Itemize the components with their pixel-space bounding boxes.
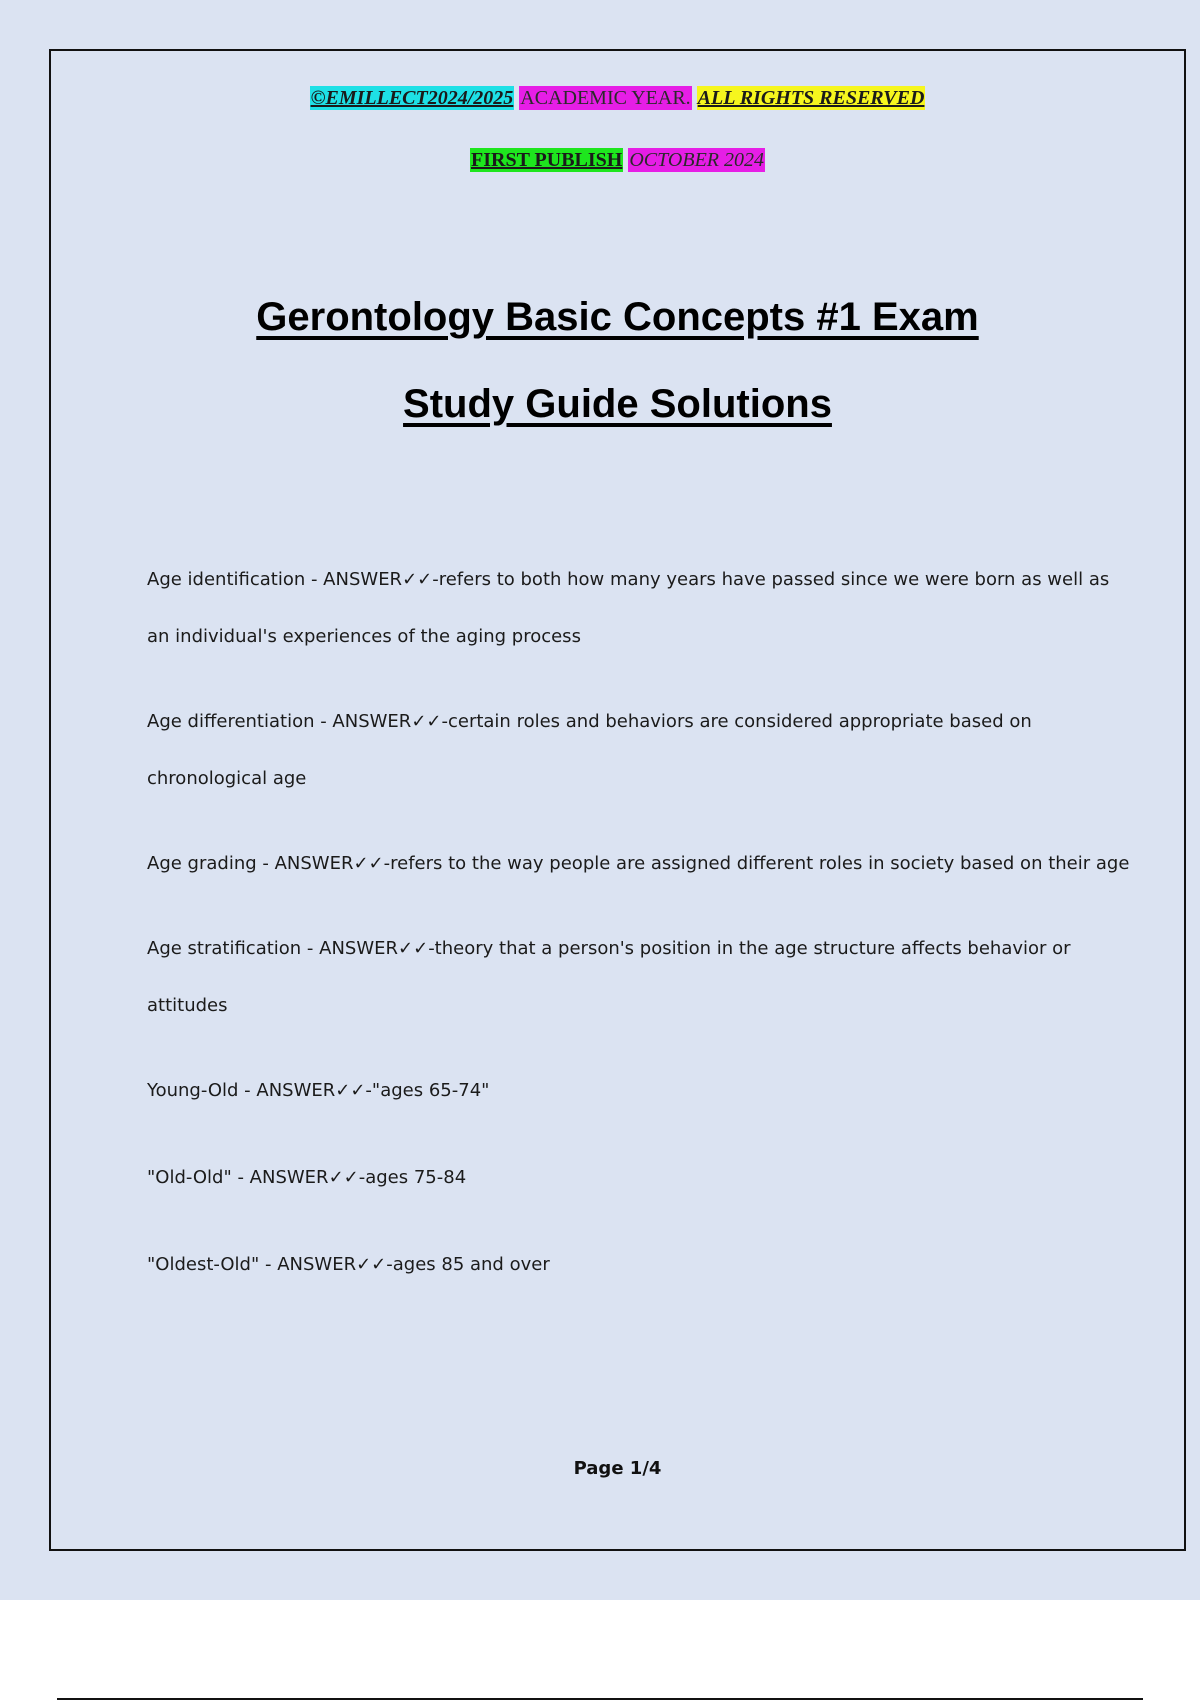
publish-header [51, 149, 1184, 172]
qa-entry-old-old: "Old-Old" - ANSWER✓✓-ages 75-84 [147, 1167, 467, 1188]
qa-entry-age-identification: Age identification - ANSWER✓✓-refers to both how many years have passed since we were born as well as an individual's experiences of the aging process [147, 569, 1110, 647]
document-title-line1: Gerontology Basic Concepts #1 Exam [256, 295, 979, 339]
qa-entry-age-grading: Age grading - ANSWER✓✓-refers to the way people are assigned different roles in society based on their age [147, 853, 1130, 874]
copyright-text: ©EMILLECT2024/2025 [310, 87, 514, 109]
academic-year-text: ACADEMIC YEAR. [520, 87, 691, 109]
qa-entry-age-stratification: Age stratification - ANSWER✓✓-theory that a person's position in the age structure affects behavior or attitudes [147, 938, 1071, 1016]
qa-list [147, 551, 1137, 1323]
publish-date-text: OCTOBER 2024 [629, 149, 764, 171]
qa-entry-age-differentiation: Age differentiation - ANSWER✓✓-certain roles and behaviors are considered appropriate based on chronological age [147, 711, 1032, 789]
page-number: Page 1/4 [573, 1458, 662, 1479]
document-title-line2: Study Guide Solutions [403, 382, 832, 426]
page-border [49, 49, 1186, 1551]
copyright-header [51, 87, 1184, 110]
rights-text: ALL RIGHTS RESERVED [697, 87, 925, 109]
qa-entry-oldest-old: "Oldest-Old" - ANSWER✓✓-ages 85 and over [147, 1254, 550, 1275]
first-publish-text: FIRST PUBLISH [471, 149, 623, 171]
qa-entry-young-old: Young-Old - ANSWER✓✓-"ages 65-74" [147, 1080, 490, 1101]
